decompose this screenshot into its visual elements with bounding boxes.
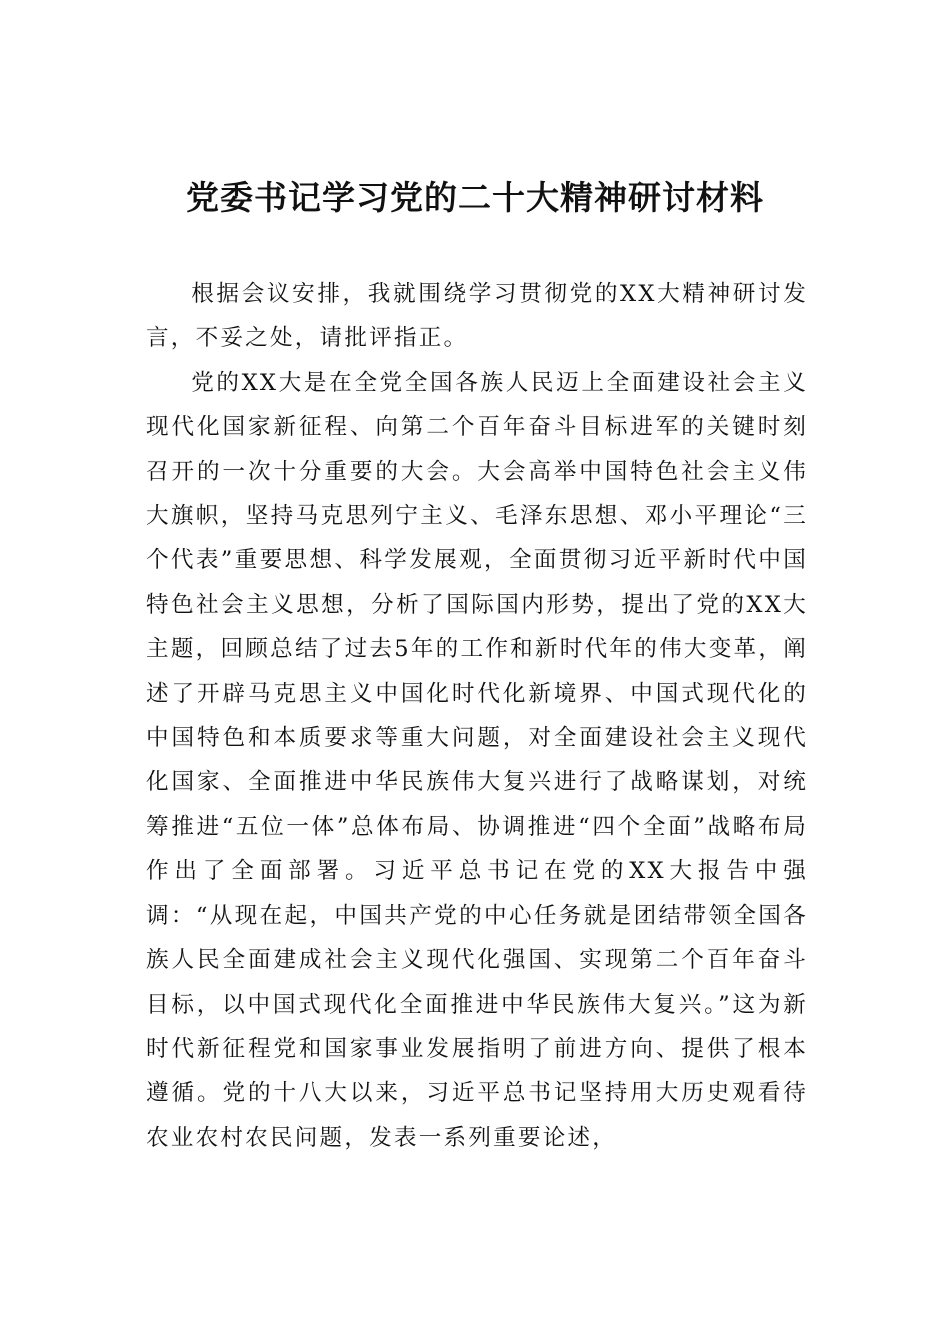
paragraph-intro: 根据会议安排，我就围绕学习贯彻党的XX大精神研讨发言，不妥之处，请批评指正。 bbox=[146, 281, 808, 352]
document-title: 党委书记学习党的二十大精神研讨材料 bbox=[186, 178, 764, 217]
document-body bbox=[146, 272, 808, 1160]
paragraph-main: 党的XX大是在全党全国各族人民迈上全面建设社会主义现代化国家新征程、向第二个百年奋斗目标进军的关键时刻召开的一次十分重要的大会。大会高举中国特色社会主义伟大旗帜，坚持马克思列宁主义、毛泽东思想、邓小平理论“三个代表”重要思想、科学发展观，全面贯彻习近平新时代中国特色社会主义思想，分析了国际国内形势，提出了党的XX大主题，回顾总结了过去5年的工作和新时代年的伟大变革，阐述了开辟马克思主义中国化时代化新境界、中国式现代化的中国特色和本质要求等重大问题，对全面建设社会主义现代化国家、全面推进中华民族伟大复兴进行了战略谋划，对统筹推进“五位一体”总体布局、协调推进“四个全面”战略布局作出了全面部署。习近平总书记在党的XX大报告中强调：“从现在起，中国共产党的中心任务就是团结带领全国各族人民全面建成社会主义现代化强国、实现第二个百年奋斗目标，以中国式现代化全面推进中华民族伟大复兴。”这为新时代新征程党和国家事业发展指明了前进方向、提供了根本遵循。党的十八大以来，习近平总书记坚持用大历史观看待农业农村农民问题，发表一系列重要论述， bbox=[146, 369, 808, 1151]
